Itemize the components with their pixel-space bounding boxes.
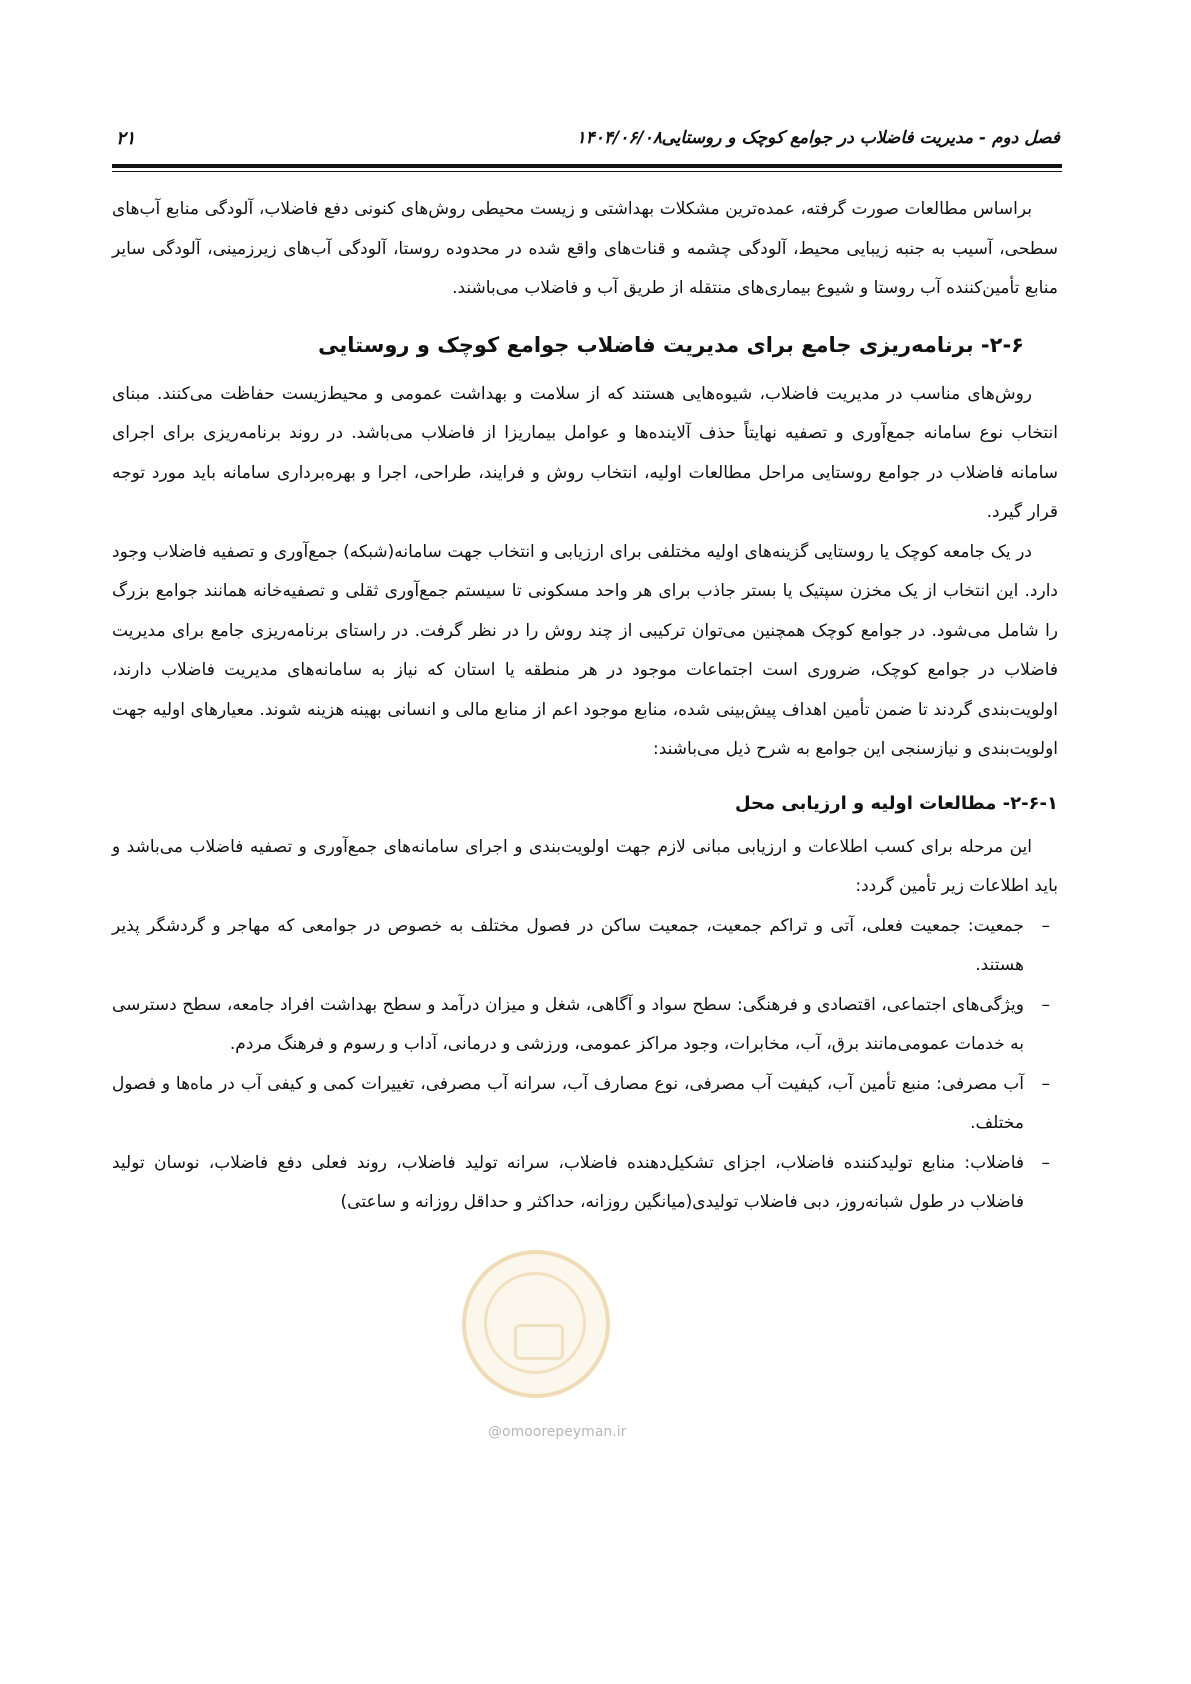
page-number: ۲۱ (116, 128, 136, 149)
paragraph-planning-methods: روش‌های مناسب در مدیریت فاضلاب، شیوه‌هایی هستند که از سلامت و بهداشت عمومی و محیط‌زیست حفاظت می‌کنند. مبنای انتخاب نوع سامانه جمع‌آوری و تصفیه نهایتاً حذف آلاینده‌ها و عوامل بیماریزا از فاضلاب می‌باشد. در روند برنامه‌ریزی برای اجرای سامانه فاضلاب در جوامع روستایی مراحل مطالعات اولیه، انتخاب روش و فرایند، طراحی، اجرا و بهره‌برداری سامانه باید مورد توجه قرار گیرد. (112, 383, 1058, 522)
list-item-text: ویژگی‌های اجتماعی، اقتصادی و فرهنگی: سطح سواد و آگاهی، شغل و میزان درآمد و سطح بهداشت افراد جامعه، سطح دسترسی به خدمات عمومی‌مانند برق، آب، مخابرات، وجود مراکز عمومی، ورزشی و درمانی، آداب و رسوم و فرهنگ مردم. (112, 994, 1024, 1054)
watermark-url: @omoorepeyman.ir (488, 1424, 627, 1440)
list-item (112, 1065, 1058, 1144)
paragraph-preliminary-studies: این مرحله برای کسب اطلاعات و ارزیابی مبانی لازم جهت اولویت‌بندی و اجرای سامانه‌های جمع‌آوری و تصفیه فاضلاب می‌باشد و باید اطلاعات زیر تأمین گردد: (112, 836, 1058, 896)
list-item-text: فاضلاب: منابع تولیدکننده فاضلاب، اجزای تشکیل‌دهنده فاضلاب، سرانه تولید فاضلاب، روند فعلی دفع فاضلاب، نوسان تولید فاضلاب در طول شبانه‌روز، دبی فاضلاب تولیدی(میانگین روزانه، حداکثر و حداقل روزانه و ساعتی) (112, 1152, 1024, 1212)
requirements-list (112, 907, 1058, 1223)
chapter-title: فصل دوم - مدیریت فاضلاب در جوامع کوچک و روستایی (661, 128, 1060, 148)
intro-paragraph: براساس مطالعات صورت گرفته، عمده‌ترین مشکلات بهداشتی و زیست محیطی روش‌های کنونی دفع فاضلاب، آلودگی منابع آب‌های سطحی، آسیب به جنبه زیبایی محیط، آلودگی چشمه و قنات‌های واقع شده در محدوده روستا، آلودگی آب‌های زیرزمینی، آلودگی سایر منابع تأمین‌کننده آب روستا و شیوع بیماری‌های منتقله از طریق آب و فاضلاب می‌باشند. (112, 199, 1058, 298)
running-header (116, 128, 1060, 154)
header-rule-thin (112, 171, 1062, 172)
bullet-dash: – (1041, 1152, 1050, 1173)
header-rule-thick (112, 164, 1062, 168)
paragraph-small-community-options: در یک جامعه کوچک یا روستایی گزینه‌های اولیه مختلفی برای ارزیابی و انتخاب جهت سامانه(شبکه) جمع‌آوری و تصفیه فاضلاب وجود دارد. این انتخاب از یک مخزن سپتیک یا بستر جاذب برای هر واحد مسکونی تا سیستم جمع‌آوری ثقلی و تصفیه‌خانه همانند جوامع بزرگ را شامل می‌شود. در جوامع کوچک همچنین می‌توان ترکیبی از چند روش را در نظر گرفت. در راستای برنامه‌ریزی جامع برای مدیریت فاضلاب در جوامع کوچک، ضروری است اجتماعات موجود در هر منطقه یا استان که نیاز به سامانه‌های مدیریت فاضلاب دارند، اولویت‌بندی گردند تا ضمن تأمین اهداف پیش‌بینی شده، منابع موجود اعم از منابع مالی و انسانی بهینه هزینه شوند. معیارهای اولیه جهت اولویت‌بندی و نیازسنجی این جوامع به شرح ذیل می‌باشند: (112, 541, 1058, 759)
bullet-dash: – (1041, 1073, 1050, 1094)
seal-gear-icon (514, 1324, 564, 1360)
list-item-text: آب مصرفی: منبع تأمین آب، کیفیت آب مصرفی، نوع مصارف آب، سرانه آب مصرفی، تغییرات کمی و کیفی آب در ماه‌ها و فصول مختلف. (112, 1073, 1024, 1133)
list-item (112, 986, 1058, 1065)
list-item (112, 907, 1058, 986)
subsection-heading: ۲-۶-۱- مطالعات اولیه و ارزیابی محل (734, 792, 1058, 814)
bullet-dash: – (1041, 994, 1050, 1015)
list-item-text: جمعیت: جمعیت فعلی، آتی و تراکم جمعیت، جمعیت ساکن در فصول مختلف به خصوص در جوامعی که مهاجر و گردشگر پذیر هستند. (112, 915, 1024, 975)
body-content (112, 190, 1058, 1223)
watermark-seal-logo (462, 1250, 610, 1398)
header-date: ۱۴۰۴/۰۶/۰۸ (576, 128, 662, 148)
section-heading: ۲-۶- برنامه‌ریزی جامع برای مدیریت فاضلاب جوامع کوچک و روستایی (318, 332, 1024, 357)
bullet-dash: – (1041, 915, 1050, 936)
list-item (112, 1144, 1058, 1223)
